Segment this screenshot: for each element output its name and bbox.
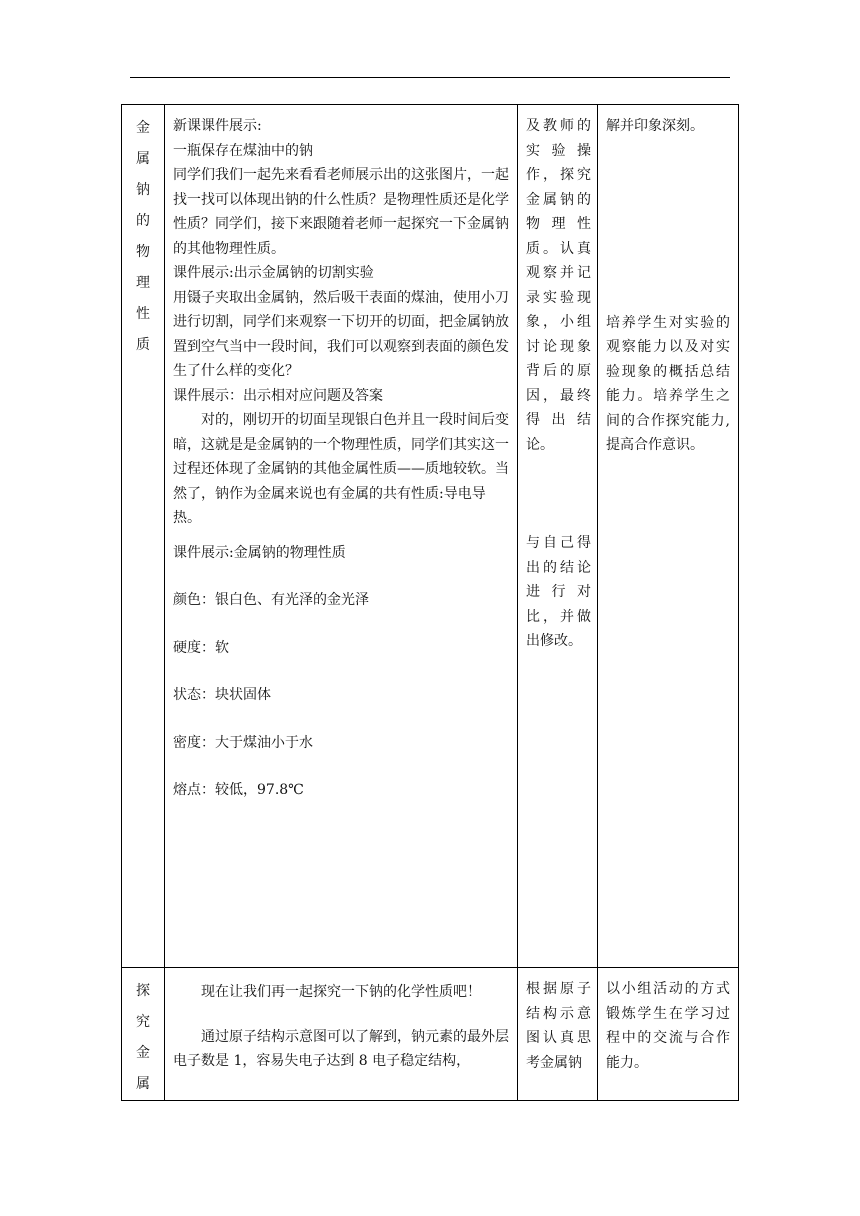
student-activity-cell: [518, 968, 598, 1101]
paragraph: 通过原子结构示意图可以了解到，钠元素的最外层电子数是 1，容易失电子达到 8 电子稳定结构，: [173, 1028, 509, 1069]
property-item: 熔点：较低，97.8℃: [173, 782, 304, 798]
property-item: 状态：块状固体: [173, 687, 271, 703]
paragraph: 同学们我们一起先来看看老师展示出的这张图片，一起找一找可以体现出钠的什么性质？是物理性质还是化学性质？同学们，接下来跟随着老师一起探究一下金属钠的其他物理性质。: [173, 167, 509, 257]
section-label-char: 属: [136, 1076, 150, 1092]
student-activity-text: 根据原子结构示意图认真思考金属钠: [526, 981, 591, 1071]
section-label-char: 探: [136, 983, 150, 999]
paragraph: 现在让我们再一起探究一下钠的化学性质吧！: [201, 984, 481, 1000]
table-row: [122, 105, 739, 968]
student-activity-text: 与自己得出的结论进行对比，并做出修改。: [526, 535, 591, 649]
paragraph: 用镊子夹取出金属钠，然后吸干表面的煤油，使用小刀进行切割，同学们来观察一下切开的切面，把金属钠放置到空气当中一段时间，我们可以观察到表面的颜色发生了什么样的变化？: [173, 289, 509, 379]
section-label-char: 物: [136, 244, 150, 260]
courseware-line: 一瓶保存在煤油中的钠: [173, 142, 313, 159]
design-intent-text: 培养学生对实验的观察能力以及对实验现象的概括总结能力。培养学生之间的合作探究能力,提高合作意识。: [606, 314, 730, 453]
section-label-char: 质: [136, 337, 150, 353]
section-label-char: 性: [136, 306, 150, 322]
teacher-activity-cell: [165, 968, 518, 1101]
section-label-char: 理: [136, 275, 150, 291]
section-label-cell: [122, 968, 165, 1101]
property-item: 颜色：银白色、有光泽的金光泽: [173, 592, 369, 608]
section-label-char: 金: [136, 120, 150, 136]
property-item: 硬度：软: [173, 639, 229, 656]
section-label-cell: [122, 105, 165, 968]
design-intent-cell: [598, 968, 739, 1101]
header-rule: [130, 77, 730, 78]
section-label-char: 钠: [136, 182, 150, 198]
section-label-char: 究: [136, 1014, 150, 1030]
design-intent-text: 解并印象深刻。: [606, 118, 704, 134]
student-activity-cell: [518, 105, 598, 968]
courseware-heading: 新课课件展示:: [173, 118, 262, 134]
property-item: 课件展示:金属钠的物理性质: [173, 544, 346, 561]
section-label-char: 属: [136, 151, 150, 167]
lesson-table: [121, 104, 739, 1101]
student-activity-text: 及教师的实验操作，探究金属钠的物理性质。认真观察并记录实验现象，小组讨论现象背后的原因，最终得出结论。: [526, 118, 591, 453]
paragraph: 对的，刚切开的切面呈现银白色并且一段时间后变暗，这就是是金属钠的一个物理性质，同学们其实这一过程还体现了金属钠的其他金属性质——质地较软。当然了，钠作为金属来说也有金属的共有性质:导电导热。: [173, 412, 509, 526]
section-label-char: 的: [136, 213, 150, 229]
design-intent-cell: [598, 105, 739, 968]
teacher-activity-cell: [165, 105, 518, 968]
property-item: 密度：大于煤油小于水: [173, 734, 313, 751]
table-row: [122, 968, 739, 1101]
section-label-char: 金: [136, 1045, 150, 1061]
courseware-line: 课件展示:出示金属钠的切割实验: [173, 265, 374, 281]
courseware-line: 课件展示：出示相对应问题及答案: [173, 387, 383, 404]
design-intent-text: 以小组活动的方式锻炼学生在学习过程中的交流与合作能力。: [606, 981, 730, 1071]
